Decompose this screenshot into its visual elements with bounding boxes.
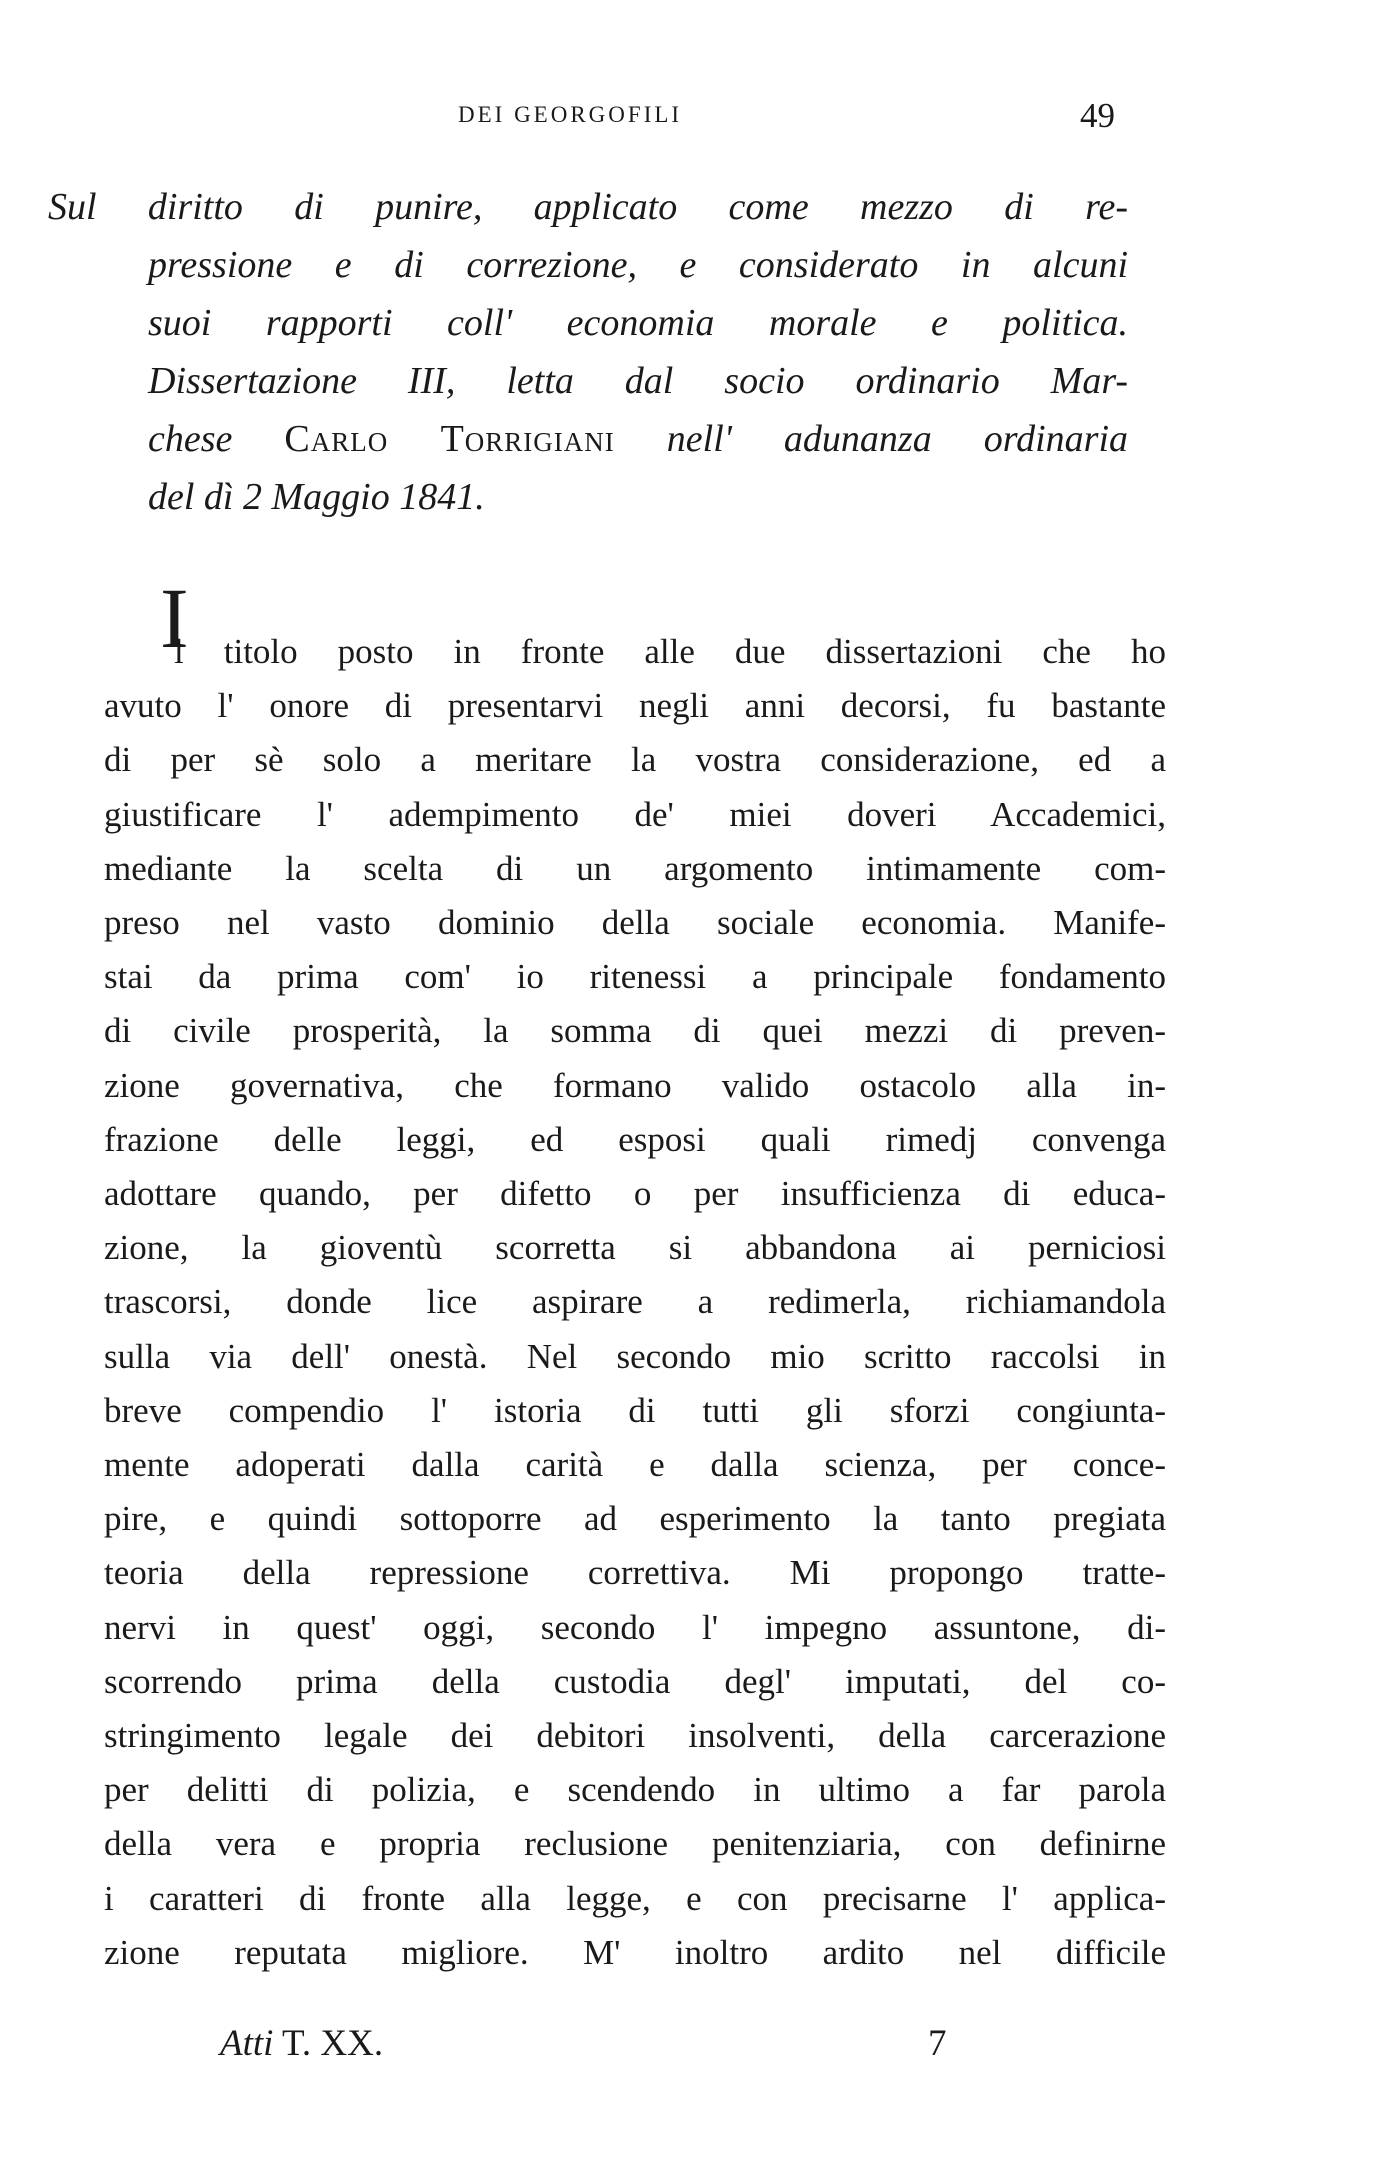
body-line: teoria della repressione correttiva. Mi propongo tratte- xyxy=(104,1553,1166,1593)
title-line: Dissertazione III, letta dal socio ordinario Mar- xyxy=(148,360,1128,402)
body-line: zione, la gioventù scorretta si abbandona ai perniciosi xyxy=(104,1228,1166,1268)
first-line-text: l titolo posto in fronte alle due dissertazioni che ho xyxy=(174,632,1166,671)
signature-rest: T. XX. xyxy=(282,2023,384,2064)
body-line: stai da prima com' io ritenessi a principale fondamento xyxy=(104,957,1166,997)
title-line: del dì 2 Maggio 1841. xyxy=(148,476,485,518)
body-line: giustificare l' adempimento de' miei doveri Accademici, xyxy=(104,794,1166,834)
body-first-line xyxy=(104,570,1166,679)
body-line: della vera e propria reclusione penitenziaria, con definirne xyxy=(104,1824,1166,1864)
dissertation-title xyxy=(48,178,1148,526)
body-line: adottare quando, per difetto o per insufficienza di educa- xyxy=(104,1174,1166,1214)
running-title: DEI GEORGOFILI xyxy=(458,102,683,127)
title-line: suoi rapporti coll' economia morale e politica. xyxy=(148,302,1128,344)
body-line: stringimento legale dei debitori insolventi, della carcerazione xyxy=(104,1716,1166,1756)
body-text xyxy=(104,570,1166,1980)
page-footer xyxy=(0,2022,1375,2072)
body-line: breve compendio l' istoria di tutti gli sforzi congiunta- xyxy=(104,1390,1166,1430)
body-line: avuto l' onore di presentarvi negli anni decorsi, fu bastante xyxy=(104,686,1166,726)
running-head xyxy=(0,96,1375,136)
body-line: scorrendo prima della custodia degl' imputati, del co- xyxy=(104,1661,1166,1701)
signature-mark xyxy=(220,2022,383,2065)
body-line: frazione delle leggi, ed esposi quali rimedj convenga xyxy=(104,1119,1166,1159)
body-line: mediante la scelta di un argomento intimamente com- xyxy=(104,848,1166,888)
body-line: preso nel vasto dominio della sociale economia. Manife- xyxy=(104,903,1166,943)
body-line: sulla via dell' onestà. Nel secondo mio scritto raccolsi in xyxy=(104,1336,1166,1376)
body-line: zione reputata migliore. M' inoltro ardito nel difficile xyxy=(104,1932,1166,1972)
gathering-number: 7 xyxy=(928,2023,947,2064)
drop-cap: I xyxy=(160,570,189,666)
signature-italic: Atti xyxy=(220,2023,274,2064)
page-number: 49 xyxy=(1080,96,1115,135)
title-line: Sul diritto di punire, applicato come mezzo di re- xyxy=(48,186,1128,228)
author-name: Carlo Torrigiani xyxy=(284,418,615,460)
title-line xyxy=(148,410,1128,468)
body-line: i caratteri di fronte alla legge, e con precisarne l' applica- xyxy=(104,1878,1166,1918)
body-line: di civile prosperità, la somma di quei mezzi di preven- xyxy=(104,1011,1166,1051)
body-line: trascorsi, donde lice aspirare a redimerla, richiamandola xyxy=(104,1282,1166,1322)
title-line-prefix: chese xyxy=(148,418,233,460)
body-line: nervi in quest' oggi, secondo l' impegno assuntone, di- xyxy=(104,1607,1166,1647)
title-line-suffix: nell' adunanza ordinaria xyxy=(666,418,1128,460)
body-line: di per sè solo a meritare la vostra considerazione, ed a xyxy=(104,740,1166,780)
body-line: per delitti di polizia, e scendendo in ultimo a far parola xyxy=(104,1770,1166,1810)
body-line: pire, e quindi sottoporre ad esperimento la tanto pregiata xyxy=(104,1499,1166,1539)
body-line: mente adoperati dalla carità e dalla scienza, per conce- xyxy=(104,1445,1166,1485)
body-line: zione governativa, che formano valido ostacolo alla in- xyxy=(104,1065,1166,1105)
title-line: pressione e di correzione, e considerato in alcuni xyxy=(148,244,1128,286)
